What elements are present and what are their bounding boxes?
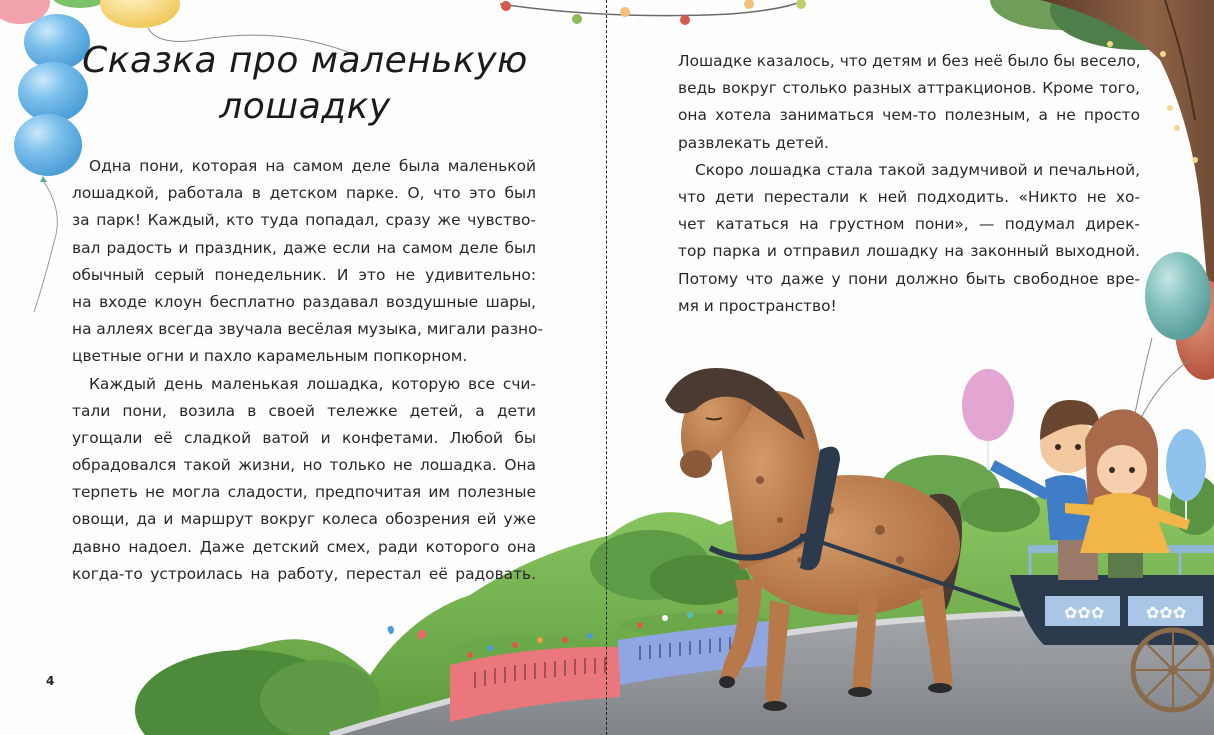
svg-text:✿✿✿: ✿✿✿ xyxy=(1064,603,1105,622)
text-line: Лошадке казалось, что детям и без неё было бы весело, xyxy=(678,52,1141,70)
text-line: терпеть не могла сладости, предпочитая им полезные xyxy=(72,483,536,502)
text-line: цветные огни и пахло карамельным попкорном. xyxy=(72,347,468,366)
text-line: когда-то устроилась на работу, перестал её радовать. xyxy=(72,564,536,583)
text-line: она хотела заниматься чем-то полезным, а не просто xyxy=(678,106,1140,125)
text-line: Потому что даже у пони должно быть свободное вре- xyxy=(678,269,1140,288)
text-line: мя и пространство! xyxy=(678,296,837,315)
text-line: на входе клоун бесплатно раздавал воздушные шары, xyxy=(72,292,536,311)
text-line: Каждый день маленькая лошадка, которую все счи- xyxy=(89,374,536,393)
svg-text:✿✿✿: ✿✿✿ xyxy=(1146,603,1187,622)
text-line: угощали её сладкой ватой и конфетами. Любой бы xyxy=(72,428,536,447)
text-line: тали пони, возила в своей тележке детей, а дети xyxy=(72,401,536,420)
right-page-text xyxy=(678,48,1140,320)
text-line: на аллеях всегда звучала весёлая музыка, мигали разно- xyxy=(72,320,544,339)
text-line: Скоро лошадка стала такой задумчивой и печальной, xyxy=(695,160,1140,179)
text-line: развлекать детей. xyxy=(678,133,829,152)
text-line: чет кататься на грустном пони», — подумал дирек- xyxy=(678,215,1140,234)
text-line: вал радость и праздник, даже если на самом деле был xyxy=(72,238,536,257)
balloons-right xyxy=(1132,252,1214,428)
string-lights xyxy=(500,0,806,25)
paragraph-1 xyxy=(72,153,544,371)
text-line: обычный серый понедельник. И это не удивительно: xyxy=(72,265,536,284)
story-title xyxy=(80,38,530,130)
text-line: Одна пони, которая на самом деле была маленькой xyxy=(89,157,536,175)
page-number: 4 xyxy=(46,674,55,688)
left-page-text xyxy=(72,153,544,588)
paragraph-2 xyxy=(72,371,536,589)
text-line: обрадовался такой жизни, но только не лошадка. Она xyxy=(72,456,536,475)
paragraph-4 xyxy=(678,157,1140,320)
text-line: лошадкой, работала в детском парке. О, что это был xyxy=(72,184,536,203)
text-line: ведь вокруг столько разных аттракционов. Кроме того, xyxy=(678,79,1140,98)
text-line: овощи, да и маршрут вокруг колеса обозрения ей уже xyxy=(72,510,536,529)
text-line: тор парка и отправил лошадку на законный выходной. xyxy=(678,242,1140,261)
text-line: за парк! Каждый, кто туда попадал, сразу же чувство- xyxy=(72,211,536,230)
title-line-1: Сказка про маленькую xyxy=(82,40,528,81)
paragraph-3 xyxy=(678,48,1140,157)
title-line-2: лошадку xyxy=(219,86,391,127)
page-fold-line xyxy=(606,0,607,735)
text-line: что дети перестали к ней подходить. «Никто не хо- xyxy=(678,187,1140,206)
text-line: давно надоел. Даже детский смех, ради которого она xyxy=(72,537,536,556)
